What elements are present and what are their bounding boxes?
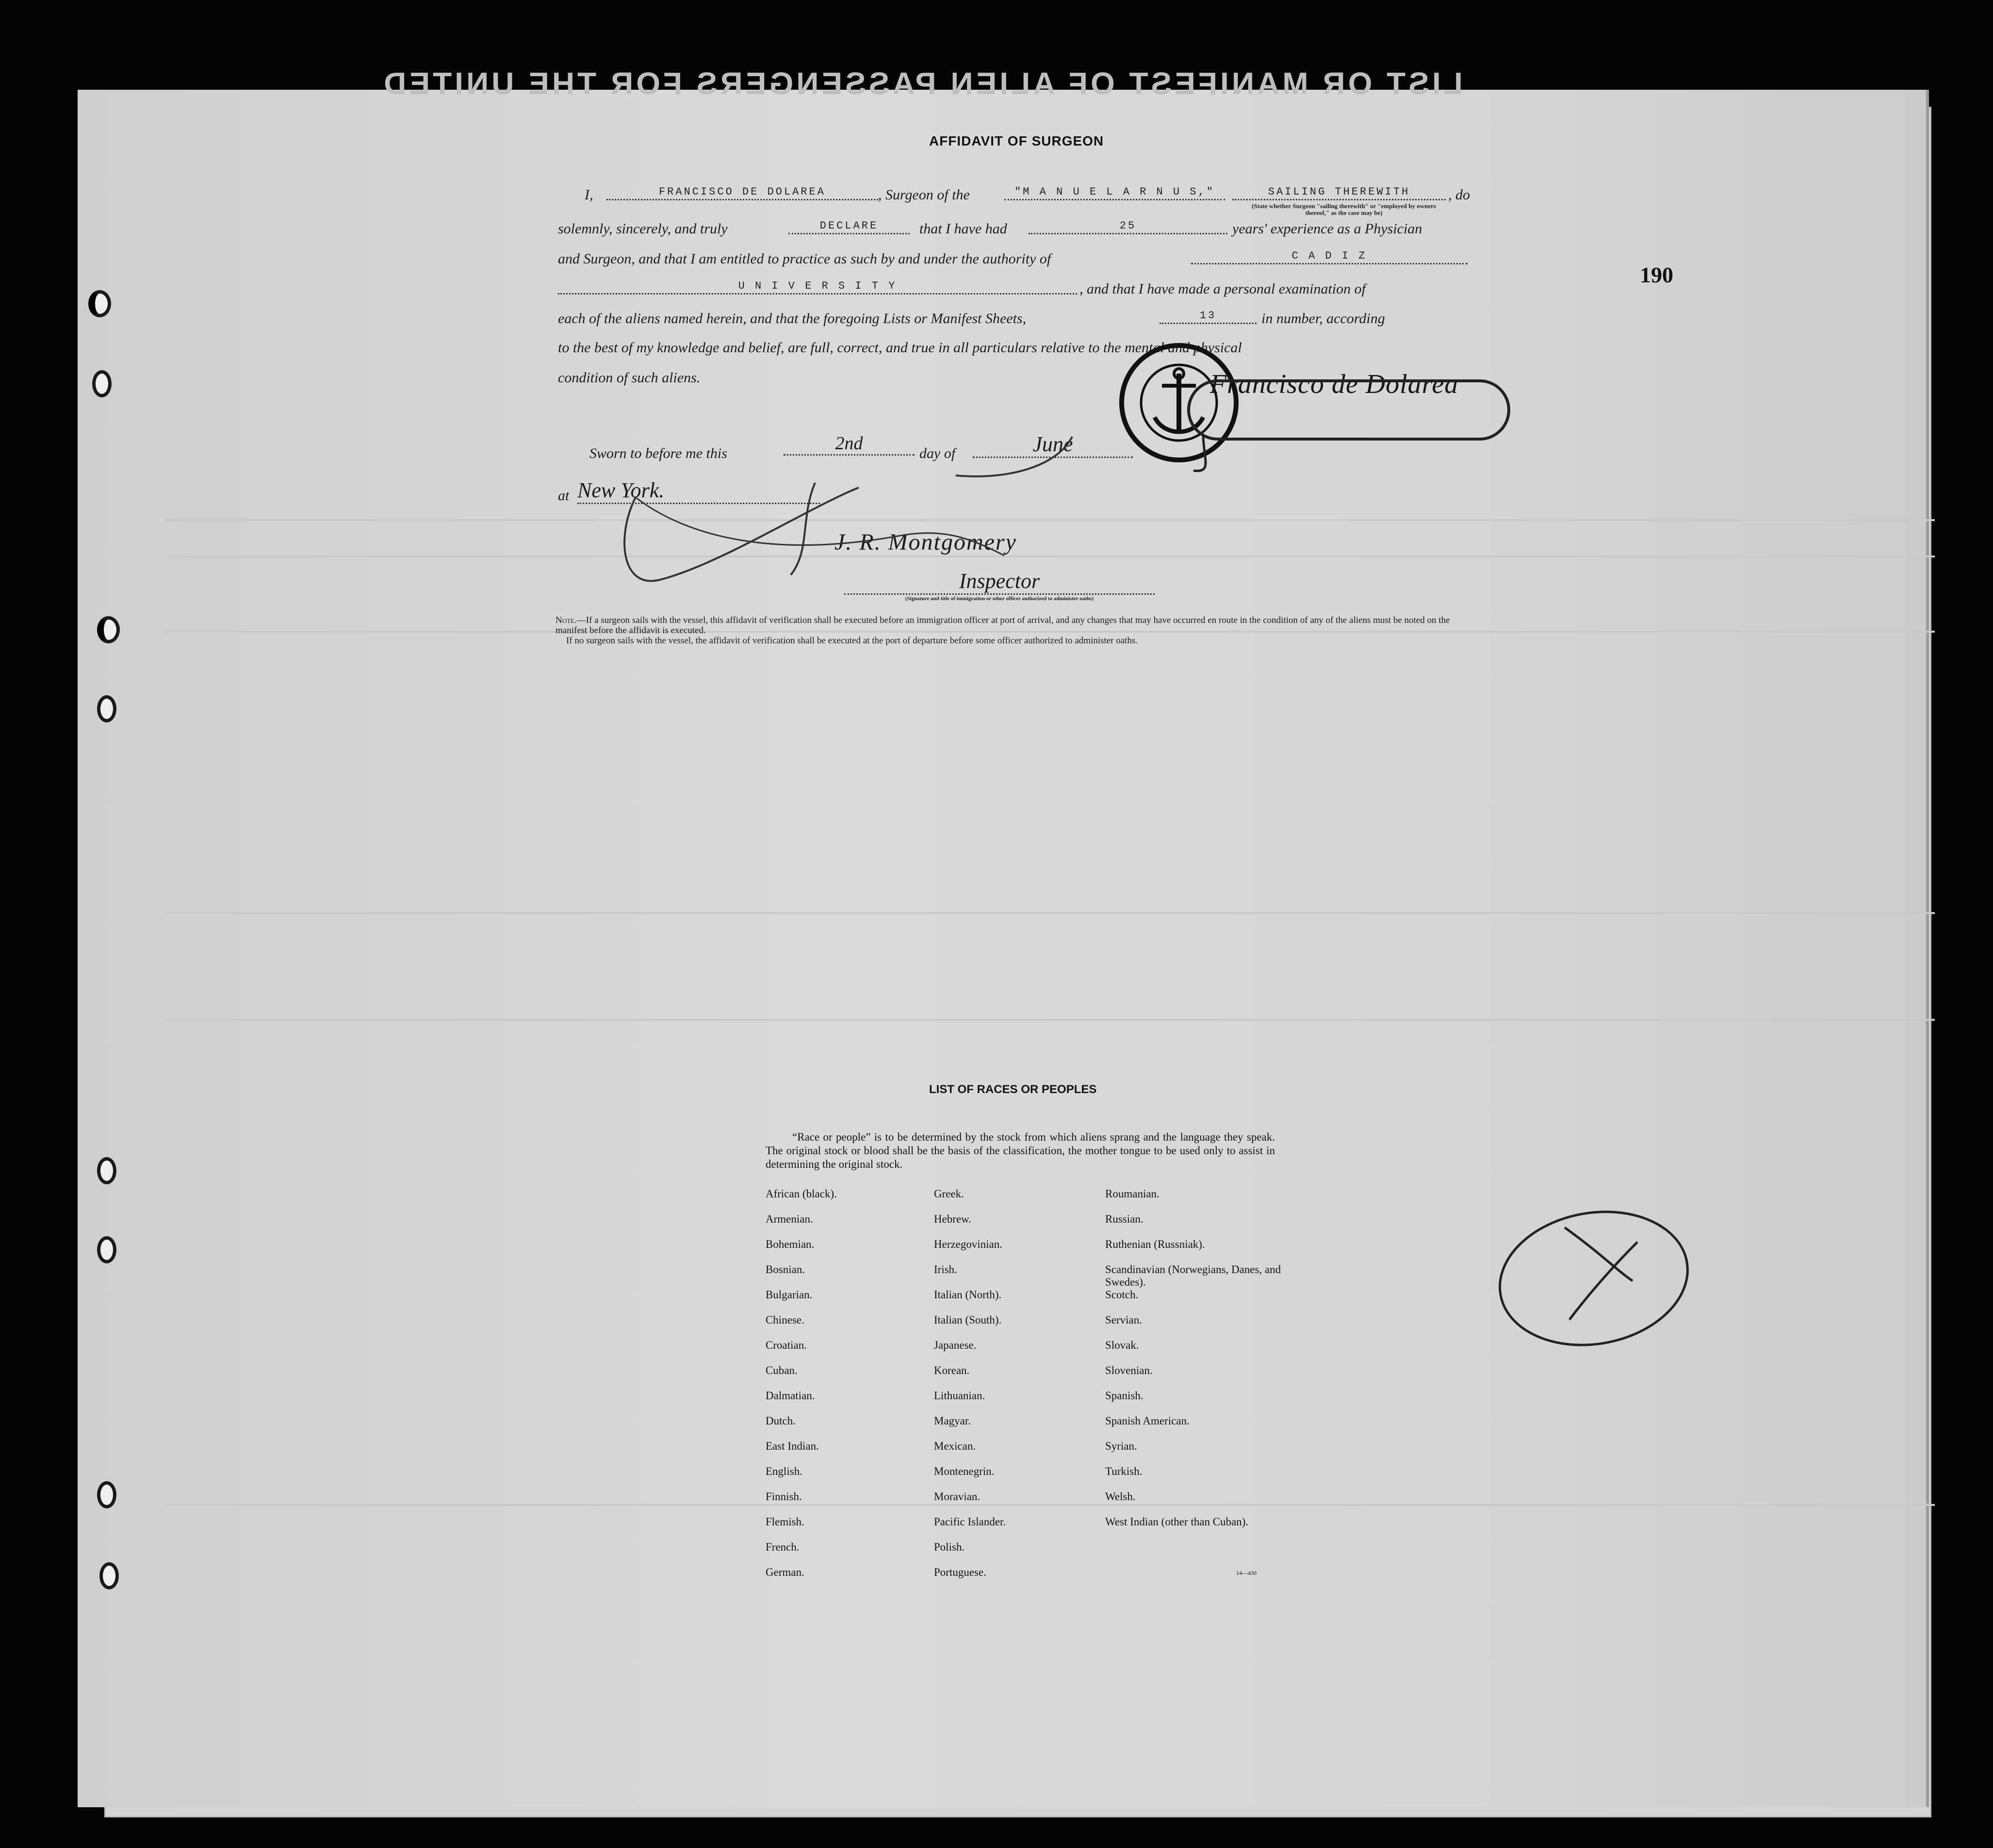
races-intro: “Race or people” is to be determined by the stock from which aliens sprang and the language they speak. The original stock or blood shall be the basis of the classification, the mother tongue to be used only to assist in determining the original stock.	[766, 1131, 1275, 1170]
affidavit-text: , and that I have made a personal examination of	[1079, 281, 1366, 297]
race-item: Russian.	[1105, 1213, 1144, 1225]
race-item: Servian.	[1105, 1314, 1143, 1326]
vessel-name-field: "M A N U E L A R N U S,"	[1004, 186, 1225, 200]
race-item: West Indian (other than Cuban).	[1105, 1516, 1249, 1528]
race-item: Lithuanian.	[934, 1390, 985, 1402]
race-item: Portuguese.	[934, 1566, 986, 1578]
race-item: Bohemian.	[766, 1238, 815, 1250]
race-item: Scotch.	[1105, 1289, 1139, 1301]
surgeon-name-field: FRANCISCO DE DOLAREA	[606, 186, 878, 200]
sworn-text: day of	[919, 445, 956, 461]
race-item: Irish.	[934, 1263, 957, 1276]
bleed-through-title: LIST OR MANIFEST OF ALIEN PASSENGERS FOR THE UNITED	[381, 66, 1463, 101]
race-item: Magyar.	[934, 1415, 971, 1427]
affidavit-text: in number, according	[1261, 311, 1385, 327]
races-column-1	[766, 1188, 921, 1591]
race-item: African (black).	[766, 1188, 837, 1200]
surgeon-signature-flourish-icon	[1184, 361, 1519, 478]
race-item: Korean.	[934, 1364, 970, 1376]
race-item: Slovenian.	[1105, 1364, 1153, 1376]
form-code: 14—430	[1236, 1570, 1257, 1576]
sailing-status-note: (State whether Surgeon "sailing therewith" or "employed by owners thereof," as the case may be)	[1252, 202, 1436, 216]
races-column-3	[1105, 1188, 1290, 1541]
place-handwritten: New York.	[577, 478, 820, 504]
race-item: Finnish.	[766, 1490, 802, 1503]
race-item: Croatian.	[766, 1339, 807, 1351]
affidavit-text: to the best of my knowledge and belief, are full, correct, and true in all particulars relative to the mental and physical	[558, 340, 1242, 356]
sworn-text: Sworn to before me this	[589, 445, 727, 461]
ghost-line	[165, 912, 1935, 914]
binder-hole	[97, 1236, 116, 1263]
sworn-month-handwritten: June	[973, 432, 1133, 458]
sheet-count-field: 13	[1160, 310, 1257, 324]
note-text-1: —If a surgeon sails with the vessel, this affidavit of verification shall be executed before an immigration officer at port of arrival, and any changes that may have occurred en route in the condition of any of the aliens must be noted on the manifest before the affidavit is executed.	[555, 615, 1450, 636]
signature-caption: (Signature and title of immigration or other officer authorized to administer oaths)	[905, 596, 1094, 602]
race-item: Ruthenian (Russniak).	[1105, 1238, 1205, 1250]
affidavit-text: each of the aliens named herein, and that the foregoing Lists or Manifest Sheets,	[558, 311, 1027, 327]
races-column-2	[934, 1188, 1094, 1591]
authority-city-field: C A D I Z	[1191, 250, 1468, 264]
race-item: Herzegovinian.	[934, 1238, 1003, 1250]
declaration-field: DECLARE	[788, 220, 910, 234]
race-item: Italian (North).	[934, 1289, 1002, 1301]
affidavit-text: , do	[1448, 187, 1470, 203]
race-item: Flemish.	[766, 1516, 804, 1528]
affidavit-text: solemnly, sincerely, and truly	[558, 221, 728, 237]
race-item: Slovak.	[1105, 1339, 1139, 1351]
ghost-line	[165, 1019, 1935, 1021]
binder-hole	[97, 616, 120, 643]
officer-title: Inspector	[844, 569, 1155, 595]
affidavit-text: condition of such aliens.	[558, 370, 701, 386]
race-item: Welsh.	[1105, 1490, 1136, 1503]
race-item: Armenian.	[766, 1213, 813, 1225]
surgeon-signature: Francisco de Dolarea	[1209, 369, 1459, 399]
race-item: East Indian.	[766, 1440, 819, 1452]
races-heading: LIST OF RACES OR PEOPLES	[929, 1083, 1097, 1096]
sworn-day-handwritten: 2nd	[784, 433, 915, 456]
race-item: Montenegrin.	[934, 1465, 995, 1477]
race-item: English.	[766, 1465, 803, 1477]
race-item: Dalmatian.	[766, 1390, 815, 1402]
note-text-2: If no surgeon sails with the vessel, the affidavit of verification shall be executed at the port of departure before some officer authorized to administer oaths.	[566, 636, 1138, 646]
binder-hole	[97, 1481, 116, 1508]
race-item: Turkish.	[1105, 1465, 1143, 1477]
race-item: Polish.	[934, 1541, 965, 1553]
years-field: 25	[1029, 220, 1227, 234]
affidavit-text: , Surgeon of the	[878, 187, 970, 203]
affidavit-note	[555, 615, 1468, 646]
circled-x-mark-icon	[1492, 1198, 1700, 1354]
race-item: Spanish.	[1105, 1390, 1144, 1402]
binder-hole	[92, 370, 112, 397]
sailing-status-field: SAILING THEREWITH	[1232, 186, 1446, 200]
binder-hole	[88, 290, 111, 317]
affidavit-text: years' experience as a Physician	[1232, 221, 1422, 237]
race-item: Cuban.	[766, 1364, 798, 1376]
race-item: French.	[766, 1541, 800, 1553]
binder-hole	[97, 1157, 116, 1184]
race-item: Dutch.	[766, 1415, 796, 1427]
affidavit-heading: AFFIDAVIT OF SURGEON	[929, 133, 1104, 148]
race-item: Spanish American.	[1105, 1415, 1190, 1427]
binder-hole	[97, 695, 116, 722]
race-item: Hebrew.	[934, 1213, 972, 1225]
race-item: Bulgarian.	[766, 1289, 813, 1301]
race-item: Japanese.	[934, 1339, 977, 1351]
race-item: Syrian.	[1105, 1440, 1137, 1452]
affidavit-text: and Surgeon, and that I am entitled to practice as such by and under the authority of	[558, 251, 1051, 267]
race-item: Roumanian.	[1105, 1188, 1160, 1200]
page-number: 190	[1640, 262, 1673, 287]
binder-hole	[99, 1562, 119, 1589]
note-lead: Note.	[555, 615, 577, 625]
race-item: Moravian.	[934, 1490, 980, 1503]
affidavit-text: I,	[585, 187, 593, 203]
at-label: at	[558, 488, 570, 504]
authority-body-field: U N I V E R S I T Y	[558, 280, 1077, 294]
race-item: German.	[766, 1566, 804, 1578]
officer-signature: J. R. Montgomery	[834, 529, 1017, 555]
race-item: Pacific Islander.	[934, 1516, 1006, 1528]
affidavit-text: that I have had	[919, 221, 1007, 237]
race-item: Italian (South).	[934, 1314, 1002, 1326]
race-item: Bosnian.	[766, 1263, 805, 1276]
race-item: Chinese.	[766, 1314, 804, 1326]
race-item: Greek.	[934, 1188, 964, 1200]
race-item: Scandinavian (Norwegians, Danes, and Swedes).	[1105, 1263, 1281, 1288]
signature-flourish-icon	[606, 478, 1140, 604]
race-item: Mexican.	[934, 1440, 976, 1452]
